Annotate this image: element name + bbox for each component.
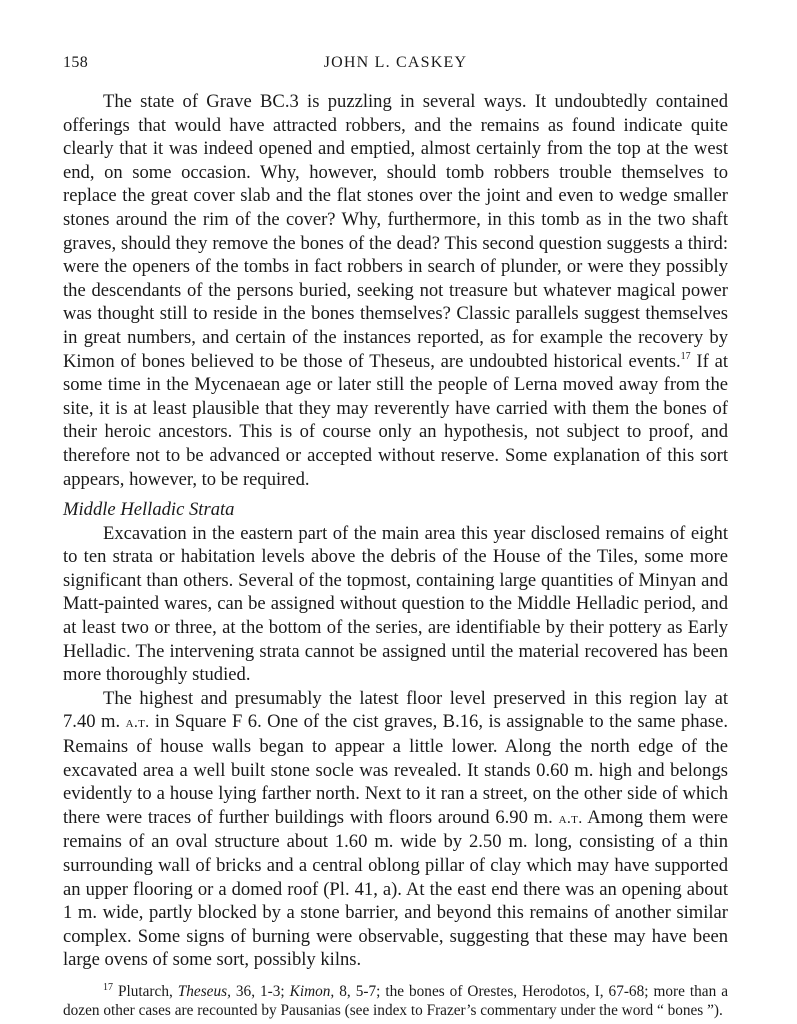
footnote-reference: 17 — [680, 350, 691, 362]
abbreviation-at: a.t. — [558, 809, 583, 827]
section-heading: Middle Helladic Strata — [63, 499, 235, 521]
abbreviation-at: a.t. — [125, 714, 150, 732]
footnote-mark: 17 — [103, 981, 113, 993]
paragraph-text: The highest and presumably the latest floor level preserved in this region lay at 7.40 m. — [63, 687, 728, 733]
footnote-work-title: Theseus, — [177, 982, 231, 1000]
running-title: JOHN L. CASKEY — [323, 54, 468, 71]
page — [63, 46, 728, 1021]
footnote — [63, 982, 728, 1021]
body-text — [63, 90, 728, 972]
footnote-text: 8, 5-7; the bones of Orestes, Herodotos, I, 67-68; more than a dozen other cases are recounted by Pausanias (see index to Frazer’s commentary under the word “ bones ”). — [63, 982, 728, 1020]
running-head — [63, 46, 728, 72]
paragraph-text: in Square F 6. One of the cist graves, B.16, is assignable to the same phase. Remains of house walls began to appear a little lower. Along the north edge of the excavated area a well built stone socle was revealed. It stands 0.60 m. high and belongs evidently to a house lying farther north. Next to it ran a street, on the other side of which there were traces of further buildings with floors around 6.90 m. — [63, 711, 728, 828]
paragraph-floor-level — [63, 687, 728, 972]
page-number: 158 — [63, 54, 89, 71]
footnote-text: Plutarch, — [113, 982, 178, 1000]
paragraph-text: The state of Grave BC.3 is puzzling in several ways. It undoubtedly contained offerings that would have attracted robbers, and the remains as found indicate quite clearly that it was indeed opened and emptied, almost certainly from the top at the west end, on some occasion. Why, however, should tomb robbers trouble themselves to replace the great cover slab and the flat stones over the joint and even to wedge smaller stones around the rim of the cover? Why, furthermore, in this tomb as in the two shaft graves, should they remove the bones of the dead? This second question suggests a third: were the openers of the tombs in fact robbers in search of plunder, or were they possibly the descendants of the persons buried, seeking not treasure but whatever magical power was thought still to reside in the bones themselves? Classic parallels suggest themselves in great numbers, and certain of the instances reported, as for example the recovery by Kimon of bones believed to be those of Theseus, are undoubted historical events. — [63, 91, 728, 372]
footnote-work-title: Kimon, — [289, 982, 335, 1000]
paragraph-text: If at some time in the Mycenaean age or later still the people of Lerna moved away from the site, it is at least plausible that they may reverently have carried with them the bones of their heroic ancestors. This is of course only an hypothesis, not subject to proof, and therefore not to be advanced or accepted without reserve. Some explanation of this sort appears, however, to be required. — [63, 350, 728, 490]
footnote-text: 36, 1-3; — [230, 982, 290, 1000]
paragraph-excavation: Excavation in the eastern part of the main area this year disclosed remains of eight to ten strata or habitation levels above the debris of the House of the Tiles, some more significant than others. Several of the topmost, containing large quantities of Minyan and Matt-painted wares, can be assigned without question to the Middle Helladic period, and at least two or three, at the bottom of the series, are identifiable by their pottery as Early Helladic. The intervening strata cannot be assigned until the material recovered has been more thoroughly studied. — [63, 522, 728, 686]
paragraph-text: Among them were remains of an oval structure about 1.60 m. wide by 2.50 m. long, consisting of a thin surrounding wall of bricks and a central oblong pillar of clay which may have supported an upper flooring or a domed roof (Pl. 41, a). At the east end there was an opening about 1 m. wide, partly blocked by a stone barrier, and beyond this remains of another similar complex. Some signs of burning were observable, suggesting that these may have been large ovens of some sort, possibly kilns. — [63, 806, 728, 971]
paragraph-grave-bc3 — [63, 90, 728, 491]
